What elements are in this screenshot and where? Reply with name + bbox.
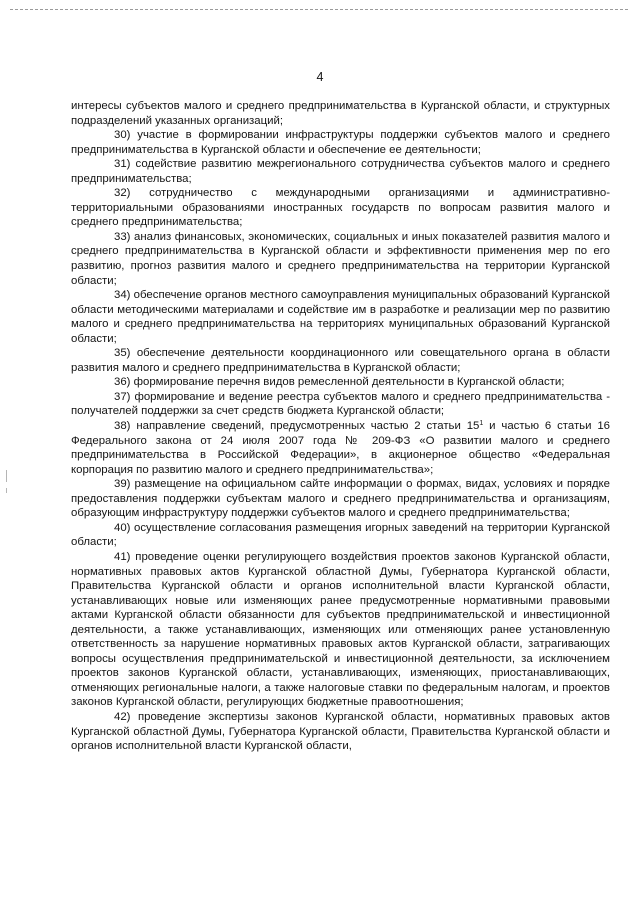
paragraph: 36) формирование перечня видов ремесленной деятельности в Курганской области; (114, 376, 565, 389)
paragraph: 31) содействие развитию межрегионального сотрудничества субъектов малого и среднего предпринимательства; (71, 158, 610, 185)
paragraph: 41) проведение оценки регулирующего воздействия проектов законов Курганской области, нормативных правовых актов Курганской областной Думы, Губернатора Курганской области, Правительства Курганской области и органов исполнительной власти Курганской области, устанавливающих новые или изменяющих ранее предусмотренные нормативными правовыми актами Курганской области обязанности для субъектов предпринимательской и инвестиционной деятельности, а также устанавливающих, изменяющих или отменяющих ранее установленную ответственность за нарушение нормативных правовых актов Курганской области, затрагивающих вопросы осуществления предпринимательской и инвестиционной деятельности, за исключением проектов законов Курганской области, устанавливающих, изменяющих, приостанавливающих, отменяющих региональные налоги, а также налоговые ставки по федеральным налогам, и проектов законов Курганской области, регулирующих бюджетные правоотношения; (71, 550, 610, 709)
paragraph-text: и частью 6 статьи 16 Федерального закона от 24 июля 2007 года № 209-ФЗ «О развитии малого и среднего предпринимательства в Российской Федерации», в акционерное общество «Федеральная корпорация по развитию малого и среднего предпринимательства»; (71, 420, 611, 476)
paragraph: 34) обеспечение органов местного самоуправления муниципальных образований Курганской области методическими материалами и содействие им в разработке и реализации мер по развитию малого и среднего предпринимательства на территориях муниципальных образований Курганской области; (71, 289, 610, 345)
paragraph: 35) обеспечение деятельности координационного или совещательного органа в области развития малого и среднего предпринимательства в Курганской области; (71, 347, 610, 374)
paragraph: 32) сотрудничество с международными организациями и административно-территориальными образованиями иностранных государств по вопросам развития малого и среднего предпринимательства; (71, 187, 610, 229)
page-number: 4 (316, 70, 324, 84)
paragraph-text: 38) направление сведений, предусмотренных частью 2 статьи 15 (114, 420, 480, 433)
paragraph: 40) осуществление согласования размещения игорных заведений на территории Курганской области; (71, 521, 610, 549)
scan-top-rule (10, 9, 628, 10)
paragraph: 37) формирование и ведение реестра субъектов малого и среднего предпринимательства - получателей поддержки за счет средств бюджета Курганской области; (71, 390, 610, 418)
paragraph: 42) проведение экспертизы законов Курганской области, нормативных правовых актов Курганской областной Думы, Губернатора Курганской области, Правительства Курганской области и органов исполнительной власти Курганской области, (71, 710, 610, 753)
scan-edge-mark (6, 488, 7, 493)
paragraph (71, 419, 610, 477)
document-body (71, 99, 610, 754)
paragraph: 33) анализ финансовых, экономических, социальных и иных показателей развития малого и среднего предпринимательства в Курганской области и эффективности применения мер по его развитию, прогноз развития малого и среднего предпринимательства на территории Курганской области; (71, 230, 610, 287)
paragraph: интересы субъектов малого и среднего предпринимательства в Курганской области, и структурных подразделений указанных организаций; (71, 100, 610, 127)
paragraph: 39) размещение на официальном сайте информации о формах, видах, условиях и порядке предоставления поддержки субъектам малого и среднего предпринимательства и организациям, образующим инфраструктуру поддержки субъектов малого и среднего предпринимательства; (71, 478, 610, 520)
superscript: 1 (479, 420, 484, 428)
paragraph: 30) участие в формировании инфраструктуры поддержки субъектов малого и среднего предпринимательства в Курганской области и обеспечение ее деятельности; (71, 129, 610, 156)
scan-edge-mark (6, 470, 7, 482)
